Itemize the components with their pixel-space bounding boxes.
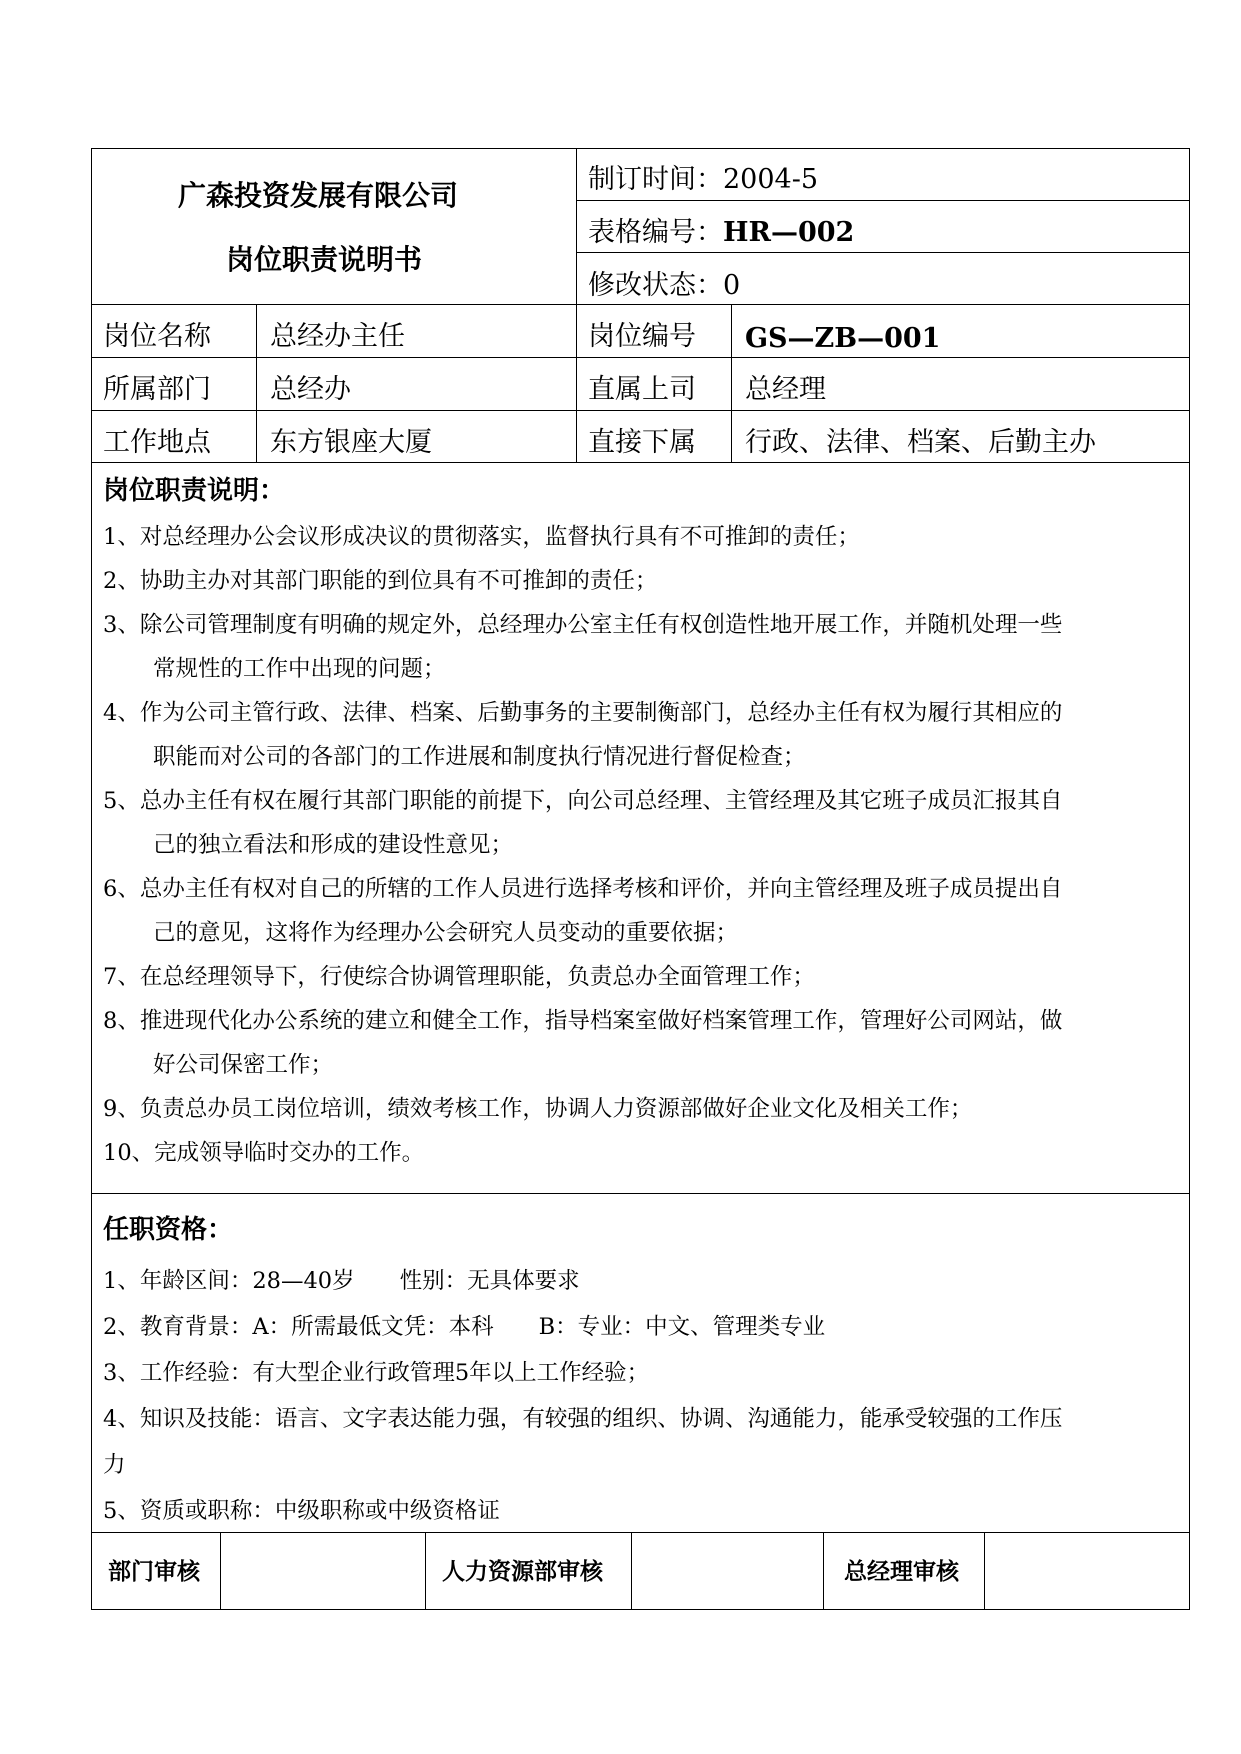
subordinate-label: 直接下属 bbox=[588, 427, 696, 458]
list-item: 1、年龄区间：28—40岁 性别：无具体要求 bbox=[103, 1268, 580, 1294]
list-item: 1、对总经理办公会议形成决议的贯彻落实，监督执行具有不可推卸的责任； bbox=[103, 524, 860, 550]
gm-review-label: 总经理审核 bbox=[844, 1558, 959, 1585]
subordinate: 行政、法律、档案、后勤主办 bbox=[745, 427, 1096, 458]
duties-list bbox=[103, 515, 1168, 1175]
list-item: 4、知识及技能：语言、文字表达能力强，有较强的组织、协调、沟通能力，能承受较强的工作压 bbox=[103, 1406, 1063, 1432]
divider bbox=[731, 304, 732, 462]
list-item: 5、总办主任有权在履行其部门职能的前提下，向公司总经理、主管经理及其它班子成员汇报其自 bbox=[103, 788, 1063, 814]
list-item-continuation: 常规性的工作中出现的问题； bbox=[153, 656, 446, 682]
divider bbox=[576, 148, 577, 462]
divider bbox=[425, 1532, 426, 1610]
dept-review-label: 部门审核 bbox=[108, 1558, 200, 1585]
qualifications-title: 任职资格： bbox=[103, 1215, 234, 1245]
form-number-value: HR—002 bbox=[723, 217, 855, 248]
company-name: 广森投资发展有限公司 bbox=[178, 179, 459, 212]
dept-label: 所属部门 bbox=[103, 374, 211, 405]
list-item-continuation: 己的意见，这将作为经理办公会研究人员变动的重要依据； bbox=[153, 920, 739, 946]
list-item: 6、总办主任有权对自己的所辖的工作人员进行选择考核和评价，并向主管经理及班子成员提出自 bbox=[103, 876, 1063, 902]
list-item-continuation: 己的独立看法和形成的建设性意见； bbox=[153, 832, 514, 858]
dept: 总经办 bbox=[270, 374, 351, 405]
list-item: 10、完成领导临时交办的工作。 bbox=[103, 1140, 425, 1166]
list-item: 3、除公司管理制度有明确的规定外，总经理办公室主任有权创造性地开展工作，并随机处理一些 bbox=[103, 612, 1063, 638]
position-no-label: 岗位编号 bbox=[588, 321, 696, 352]
superior: 总经理 bbox=[745, 374, 826, 405]
list-item: 2、教育背景：A：所需最低文凭：本科 B：专业：中文、管理类专业 bbox=[103, 1314, 826, 1340]
divider bbox=[984, 1532, 985, 1610]
divider bbox=[576, 200, 1190, 201]
document-title: 岗位职责说明书 bbox=[226, 243, 423, 276]
location: 东方银座大厦 bbox=[270, 427, 432, 458]
list-item: 9、负责总办员工岗位培训，绩效考核工作，协调人力资源部做好企业文化及相关工作； bbox=[103, 1096, 973, 1122]
divider bbox=[220, 1532, 221, 1610]
list-item: 4、作为公司主管行政、法律、档案、后勤事务的主要制衡部门，总经办主任有权为履行其相应的 bbox=[103, 700, 1063, 726]
position-name-label: 岗位名称 bbox=[103, 321, 211, 352]
list-item-continuation: 好公司保密工作； bbox=[153, 1052, 334, 1078]
position-name: 总经办主任 bbox=[270, 321, 405, 352]
list-item-continuation: 力 bbox=[103, 1452, 126, 1478]
list-item-continuation: 职能而对公司的各部门的工作进展和制度执行情况进行督促检查； bbox=[153, 744, 806, 770]
divider bbox=[256, 304, 257, 462]
list-item: 7、在总经理领导下，行使综合协调管理职能，负责总办全面管理工作； bbox=[103, 964, 815, 990]
duties-title: 岗位职责说明： bbox=[103, 476, 286, 506]
superior-label: 直属上司 bbox=[588, 374, 696, 405]
position-no: GS—ZB—001 bbox=[745, 323, 941, 354]
hr-review-label: 人力资源部审核 bbox=[442, 1558, 603, 1585]
form-number-label: 表格编号： bbox=[588, 217, 723, 248]
list-item: 5、资质或职称：中级职称或中级资格证 bbox=[103, 1498, 500, 1524]
form-number bbox=[588, 219, 854, 246]
modify-status: 修改状态：0 bbox=[588, 270, 741, 301]
divider bbox=[823, 1532, 824, 1610]
list-item: 2、协助主办对其部门职能的到位具有不可推卸的责任； bbox=[103, 568, 658, 594]
location-label: 工作地点 bbox=[103, 427, 211, 458]
divider bbox=[631, 1532, 632, 1610]
divider bbox=[91, 1193, 1190, 1194]
qualifications-list bbox=[103, 1258, 1168, 1534]
divider bbox=[576, 252, 1190, 253]
revision-date: 制订时间：2004-5 bbox=[588, 164, 819, 195]
list-item: 3、工作经验：有大型企业行政管理5年以上工作经验； bbox=[103, 1360, 650, 1386]
list-item: 8、推进现代化办公系统的建立和健全工作，指导档案室做好档案管理工作，管理好公司网站，做 bbox=[103, 1008, 1063, 1034]
divider bbox=[91, 462, 1190, 463]
